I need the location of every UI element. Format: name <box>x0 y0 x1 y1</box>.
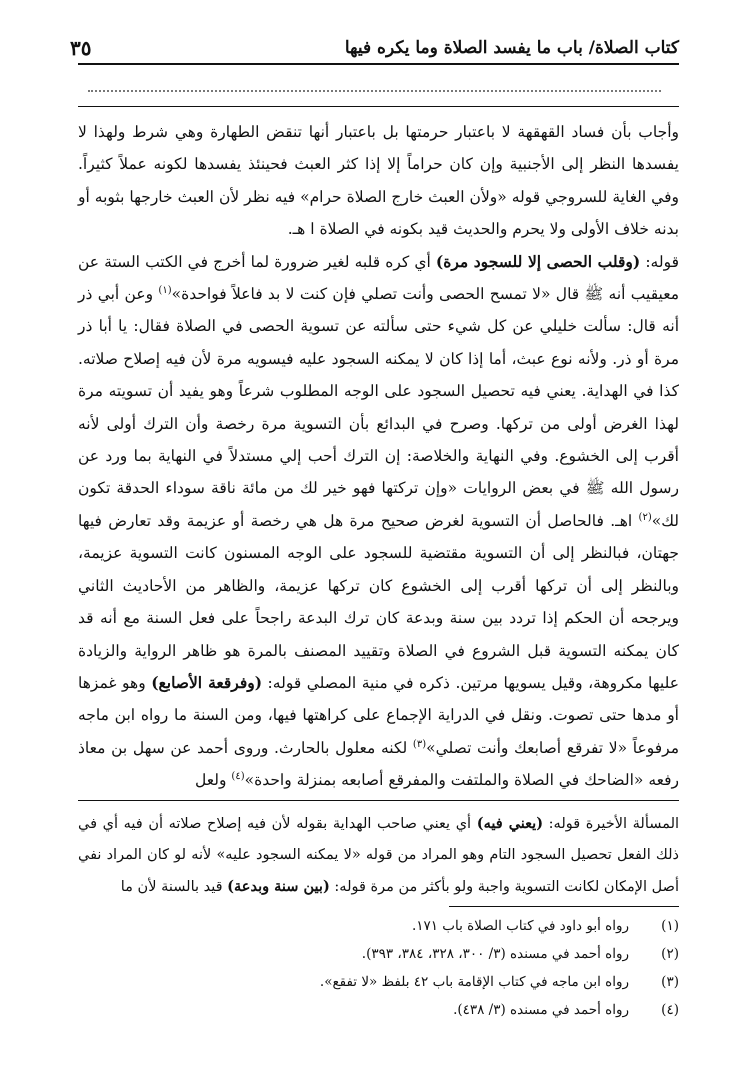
footnote-ref-1[interactable]: (١) <box>158 284 172 296</box>
paragraph-2 <box>78 246 679 797</box>
paragraph-2-text-c: اهـ. فالحاصل أن التسوية لغرض صحيح مرة هل هي رخصة أو عزيمة وقد تعارض فيها جهتان، فبالنظر إلى أن التسوية مقتضية للسجود على الوجه المسنون كانت التسوية عزيمة، وبالنظر إلى أن تركها أقرب إلى الخشوع كان تركها عزيمة، والظاهر من الأحاديث الثاني ويرجحه أن الحكم إذا تردد بين سنة وبدعة كان ترك البدعة راجحاً على فعل السنة مع أنه قد كان يمكنه التسوية قبل الشروع في الصلاة وتقييد المصنف بالمرة هو ظاهر الرواية والزيادة عليها مكروهة، وقيل يسويها مرتين. ذكره في منية المصلي قوله: <box>78 511 679 692</box>
commentary-lead: المسألة الأخيرة قوله: <box>543 816 680 832</box>
paragraph-2-text-e: لكنه معلول بالحارث. وروى أحمد عن سهل بن معاذ رفعه «الضاحك في الصلاة والملتفت والمفرقع أصابعه بمنزلة واحدة» <box>78 738 679 790</box>
footnote-item <box>250 912 679 940</box>
commentary-lemma-1: (يعني فيه) <box>476 815 544 832</box>
footnote-ref-2[interactable]: (٢) <box>638 511 652 523</box>
commentary-lemma-2: (بين سنة وبدعة) <box>227 878 330 895</box>
paragraph-2-text-a: أي كره قلبه لغير ضرورة لما أخرج في الكتب الستة عن معيقيب أنه ﷺ قال «لا تمسح الحصى وأنت تصلي فإن كنت لا بد فاعلاً فواحدة» <box>78 252 679 304</box>
footnote-ref-4[interactable]: (٤) <box>231 770 245 782</box>
main-text <box>78 116 679 797</box>
header-rule <box>78 63 679 65</box>
footnote-text: رواه أحمد في مسنده (٣/ ٤٣٨). <box>453 1002 629 1018</box>
footnote-number: (٣) <box>661 974 679 990</box>
footnote-number: (٢) <box>661 946 679 962</box>
footnotes <box>250 912 679 1024</box>
running-header <box>70 34 679 62</box>
footnote-text: رواه ابن ماجه في كتاب الإقامة باب ٤٢ بلفظ «لا تفقع». <box>319 974 629 990</box>
paragraph-2-text-d: وهو غمزها أو مدها حتى تصوت. ونقل في الدراية الإجماع على كراهتها فيها، ومن السنة ما رواه ابن ماجه مرفوعاً «لا تفرقع أصابعك وأنت تصلي» <box>78 673 679 757</box>
paragraph-1: وأجاب بأن فساد القهقهة لا باعتبار حرمتها بل باعتبار أنها تنقض الطهارة وهي شرط ولهذا لا يفسدها النظر إلى الأجنبية وإن كان حراماً إلا إذا كثر العبث فحينئذ يفسدها لكونه عملاً كثيراً. وفي الغاية للسروجي قوله «ولأن العبث خارج الصلاة حرام» فيه نظر لأن العبث خارجها بثوبه أو بدنه خلاف الأولى ولا يحرم والحديث قيد بكونه في الصلاة ا هـ. <box>78 123 679 239</box>
commentary-section <box>78 808 679 903</box>
footnote-ref-3[interactable]: (٣) <box>412 738 427 750</box>
footnote-item <box>250 940 679 968</box>
footnote-text: رواه أبو داود في كتاب الصلاة باب ١٧١. <box>411 918 629 934</box>
footnote-item <box>250 996 679 1024</box>
paragraph-2-text-f: ولعل <box>195 771 232 790</box>
lemma-qalb-al-hasa: (وقلب الحصى إلا للسجود مرة) <box>435 251 641 271</box>
footnotes-rule <box>449 906 679 907</box>
header-title: كتاب الصلاة/ باب ما يفسد الصلاة وما يكره فيها <box>344 38 679 58</box>
commentary-text-a: أي يعني صاحب الهداية بقوله لأن فيه إصلاح صلاته أن فيه أي في ذلك الفعل تحصيل السجود التام وهو المراد من قوله «لا يمكنه السجود عليه» لأنه لو كان المراد نفي أصل الإمكان لكانت التسوية واجبة ولو بأكثر من مرة قوله: <box>78 816 679 895</box>
footnote-text: رواه أحمد في مسنده (٣/ ٣٠٠، ٣٢٨، ٣٨٤، ٣٩٣). <box>361 946 629 962</box>
commentary-text-b: قيد بالسنة لأن ما <box>120 879 228 895</box>
commentary-paragraph <box>78 808 679 903</box>
commentary-rule <box>78 800 679 801</box>
footnote-item <box>250 968 679 996</box>
paragraph-2-text-b: وعن أبي ذر أنه قال: سألت خليلي عن كل شيء حتى سألته عن تسوية الحصى في الصلاة فقال: يا أبا ذر مرة أو ذر. ولأنه نوع عبث، أما إذا كان لا يمكنه السجود عليه فيسويه مرة لأن فيه إصلاح صلاته. كذا في الهداية. يعني فيه تحصيل السجود على الوجه المطلوب شرعاً وهو يفيد أن تسويته مرة لهذا الغرض أولى من تركها. وصرح في البدائع بأن التسوية مرة رخصة وأن الترك أولى لأنه أقرب إلى الخشوع. وفي النهاية والخلاصة: إن الترك أحب إلي مستدلاً في النهاية بما ورد عن رسول الله ﷺ في بعض الروايات «وإن تركتها فهو خير لك من مائة ناقة سوداء الحدقة تكون لك» <box>78 285 679 530</box>
top-rule <box>78 106 679 107</box>
paragraph-2-lead: قوله: <box>640 252 679 271</box>
lemma-farqaat-al-asabi: (وفرقعة الأصابع) <box>151 672 263 692</box>
footnote-number: (١) <box>661 918 679 934</box>
footnote-number: (٤) <box>661 1002 679 1018</box>
page-number: ٣٥ <box>70 36 92 60</box>
dotted-separator <box>88 78 661 92</box>
